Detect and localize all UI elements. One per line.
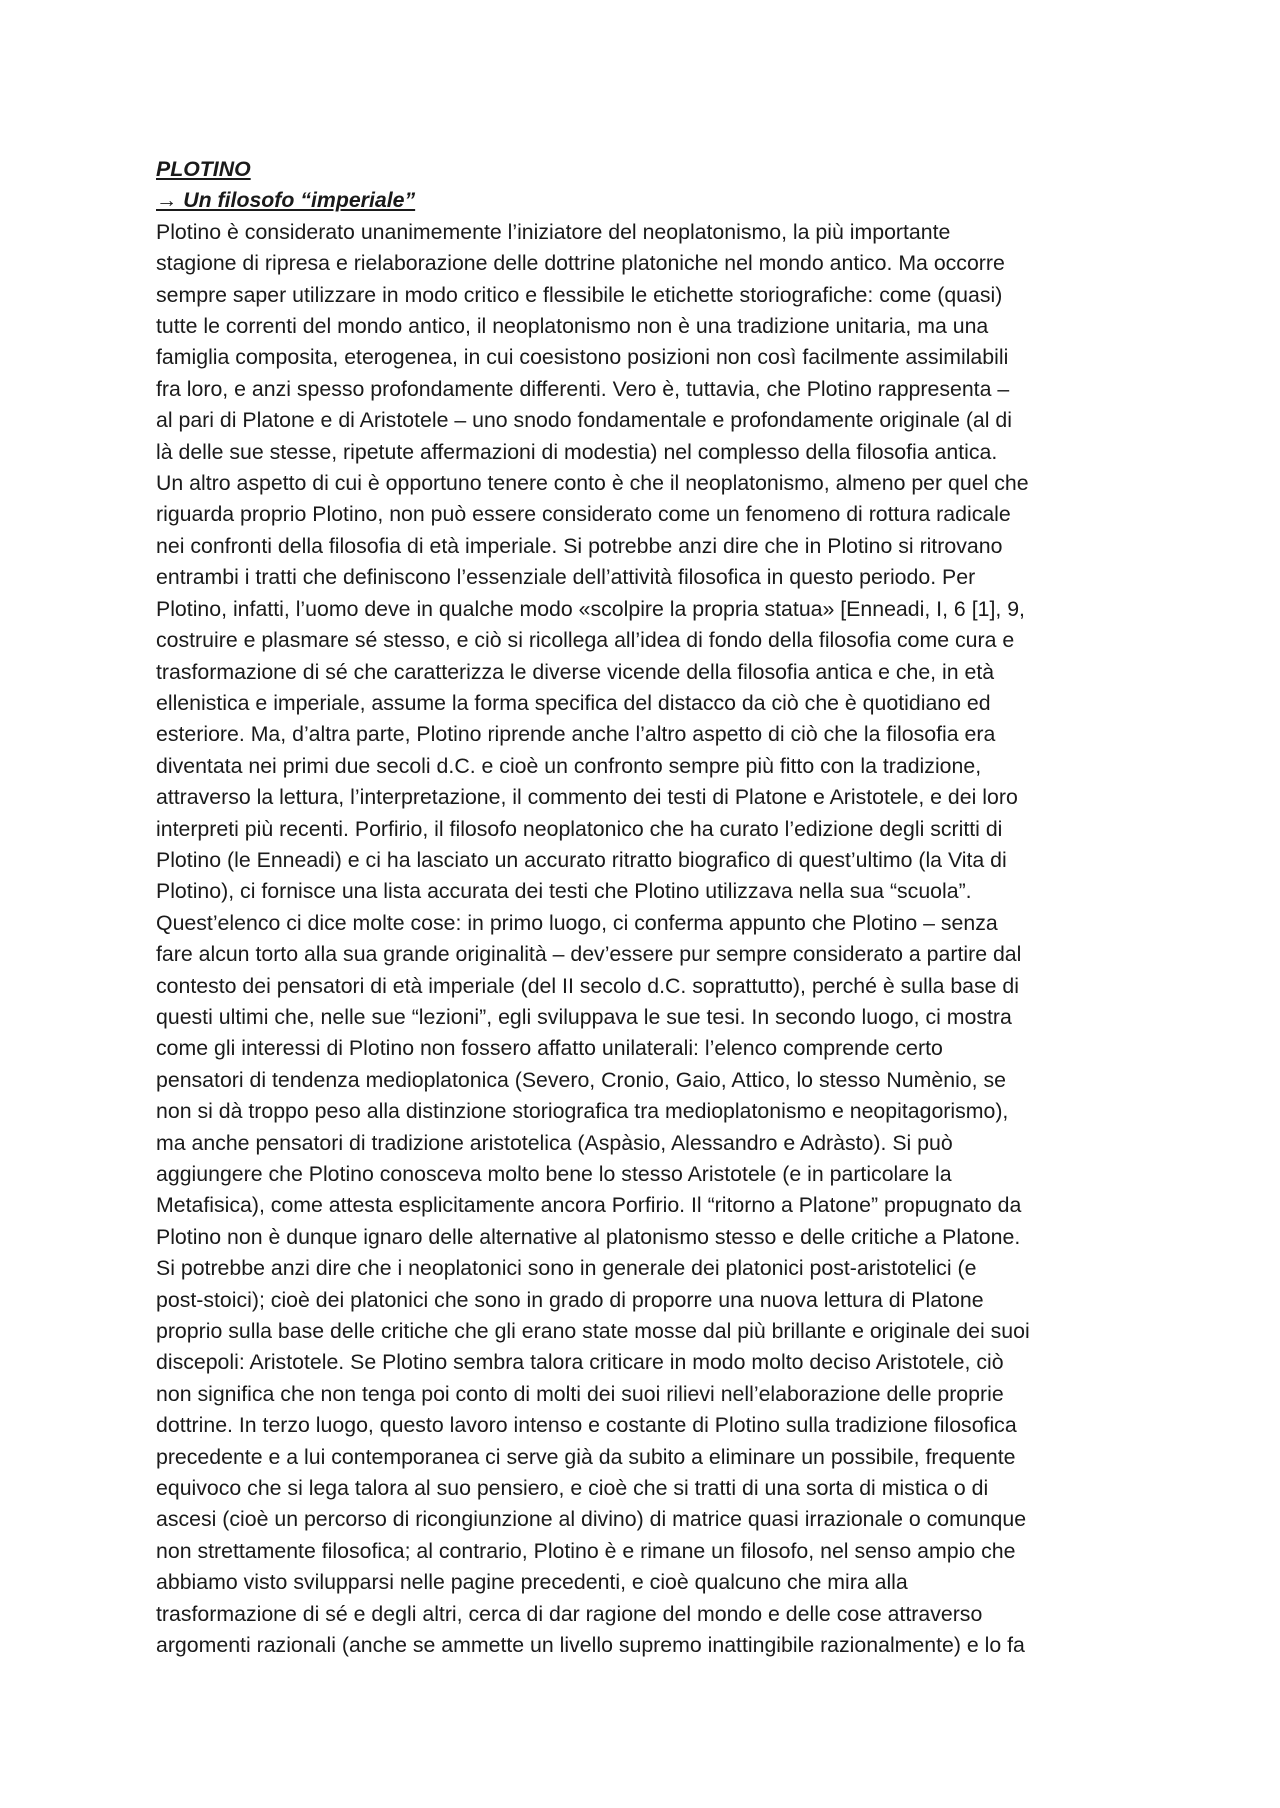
text-line: non strettamente filosofica; al contrario, Plotino è e rimane un filosofo, nel senso ampio che [156,1538,1016,1563]
text-line: aggiungere che Plotino conosceva molto bene lo stesso Aristotele (e in particolare la [156,1162,952,1186]
text-line: ascesi (cioè un percorso di ricongiunzione al divino) di matrice quasi irrazionale o comunque [156,1507,1027,1532]
text-line: tutte le correnti del mondo antico, il neoplatonismo non è una tradizione unitaria, ma una [156,314,989,339]
text-line: Plotino è considerato unanimemente l’iniziatore del neoplatonismo, la più importante [156,219,951,244]
text-line: Si potrebbe anzi dire che i neoplatonici sono in generale dei platonici post-aristotelici (e [156,1256,977,1281]
text-line: famiglia composita, eterogenea, in cui coesistono posizioni non così facilmente assimilabili [156,345,1009,370]
text-line: fra loro, e anzi spesso profondamente differenti. Vero è, tuttavia, che Plotino rappresenta – [156,376,1010,401]
text-line: proprio sulla base delle critiche che gli erano state mosse dal più brillante e originale dei suoi [156,1319,1030,1344]
text-line: nei confronti della filosofia di età imperiale. Si potrebbe anzi dire che in Plotino si ritrovano [156,533,1003,558]
text-line: Metafisica), come attesta esplicitamente ancora Porfirio. Il “ritorno a Platone” propugnato da [156,1193,1022,1218]
text-line: stagione di ripresa e rielaborazione delle dottrine platoniche nel mondo antico. Ma occorre [156,251,1005,276]
text-line: ellenistica e imperiale, assume la forma specifica del distacco da ciò che è quotidiano ed [156,690,991,715]
text-line: equivoco che si lega talora al suo pensiero, e cioè che si tratti di una sorta di mistica o di [156,1476,989,1501]
text-line: precedente e a lui contemporanea ci serve già da subito a eliminare un possibile, frequente [156,1444,1016,1469]
body-paragraph [156,217,1128,1662]
text-line: riguarda proprio Plotino, non può essere considerato come un fenomeno di rottura radicale [156,502,1011,527]
text-line: Plotino (le Enneadi) e ci ha lasciato un accurato ritratto biografico di quest’ultimo (la Vita di [156,847,1007,872]
text-line: esteriore. Ma, d’altra parte, Plotino riprende anche l’altro aspetto di ciò che la filosofia era [156,722,996,747]
text-line: trasformazione di sé e degli altri, cerca di dar ragione del mondo e delle cose attraverso [156,1601,983,1626]
text-line: ma anche pensatori di tradizione aristotelica (Aspàsio, Alessandro e Adràsto). Si può [156,1130,953,1155]
text-line: al pari di Platone e di Aristotele – uno snodo fondamentale e profondamente originale (al di [156,408,1012,433]
text-line: Un altro aspetto di cui è opportuno tenere conto è che il neoplatonismo, almeno per quel che [156,471,1029,496]
section-subtitle: → Un filosofo “imperiale” [156,188,416,213]
text-line: Plotino non è dunque ignaro delle alternative al platonismo stesso e delle critiche a Platone. [156,1224,1021,1249]
text-line: non significa che non tenga poi conto di molti dei suoi rilievi nell’elaborazione delle proprie [156,1381,1004,1406]
text-line: Plotino, infatti, l’uomo deve in qualche modo «scolpire la propria statua» [Enneadi, I, 6 [1], 9, [156,596,1025,621]
text-line: argomenti razionali (anche se ammette un livello supremo inattingibile razionalmente) e lo fa [156,1633,1025,1658]
text-line: Quest’elenco ci dice molte cose: in primo luogo, ci conferma appunto che Plotino – senza [156,910,998,935]
text-line: come gli interessi di Plotino non fossero affatto unilaterali: l’elenco comprende certo [156,1036,943,1061]
text-line: pensatori di tendenza medioplatonica (Severo, Cronio, Gaio, Attico, lo stesso Numènio, se [156,1067,1006,1092]
text-line: non si dà troppo peso alla distinzione storiografica tra medioplatonismo e neopitagorismo), [156,1099,1009,1124]
text-line: fare alcun torto alla sua grande originalità – dev’essere pur sempre considerato a partire dal [156,942,1022,967]
text-line: questi ultimi che, nelle sue “lezioni”, egli sviluppava le sue tesi. In secondo luogo, ci mostra [156,1004,1012,1029]
text-line: sempre saper utilizzare in modo critico e flessibile le etichette storiografiche: come (quasi) [156,282,1003,307]
text-line: costruire e plasmare sé stesso, e ciò si ricollega all’idea di fondo della filosofia come cura e [156,628,1015,653]
text-line: post-stoici); cioè dei platonici che sono in grado di proporre una nuova lettura di Platone [156,1287,984,1312]
document-body [156,154,1128,1662]
text-line: contesto dei pensatori di età imperiale (del II secolo d.C. soprattutto), perché è sulla base di [156,973,1020,998]
text-line: Plotino), ci fornisce una lista accurata dei testi che Plotino utilizzava nella sua “scuola”. [156,879,972,904]
text-line: entrambi i tratti che definiscono l’essenziale dell’attività filosofica in questo periodo. Per [156,565,976,590]
page-title: PLOTINO [156,157,251,181]
text-line: interpreti più recenti. Porfirio, il filosofo neoplatonico che ha curato l’edizione degli scritti di [156,816,1003,841]
text-line: trasformazione di sé che caratterizza le diverse vicende della filosofia antica e che, in età [156,659,995,684]
text-line: discepoli: Aristotele. Se Plotino sembra talora criticare in modo molto deciso Aristotele, ciò [156,1350,1004,1375]
text-line: abbiamo visto svilupparsi nelle pagine precedenti, e cioè qualcuno che mira alla [156,1570,908,1595]
text-line: dottrine. In terzo luogo, questo lavoro intenso e costante di Plotino sulla tradizione filosofica [156,1413,1017,1438]
text-line: attraverso la lettura, l’interpretazione, il commento dei testi di Platone e Aristotele, e dei loro [156,785,1018,810]
text-line: là delle sue stesse, ripetute affermazioni di modestia) nel complesso della filosofia antica. [156,439,998,464]
text-line: diventata nei primi due secoli d.C. e cioè un confronto sempre più fitto con la tradizione, [156,753,982,778]
